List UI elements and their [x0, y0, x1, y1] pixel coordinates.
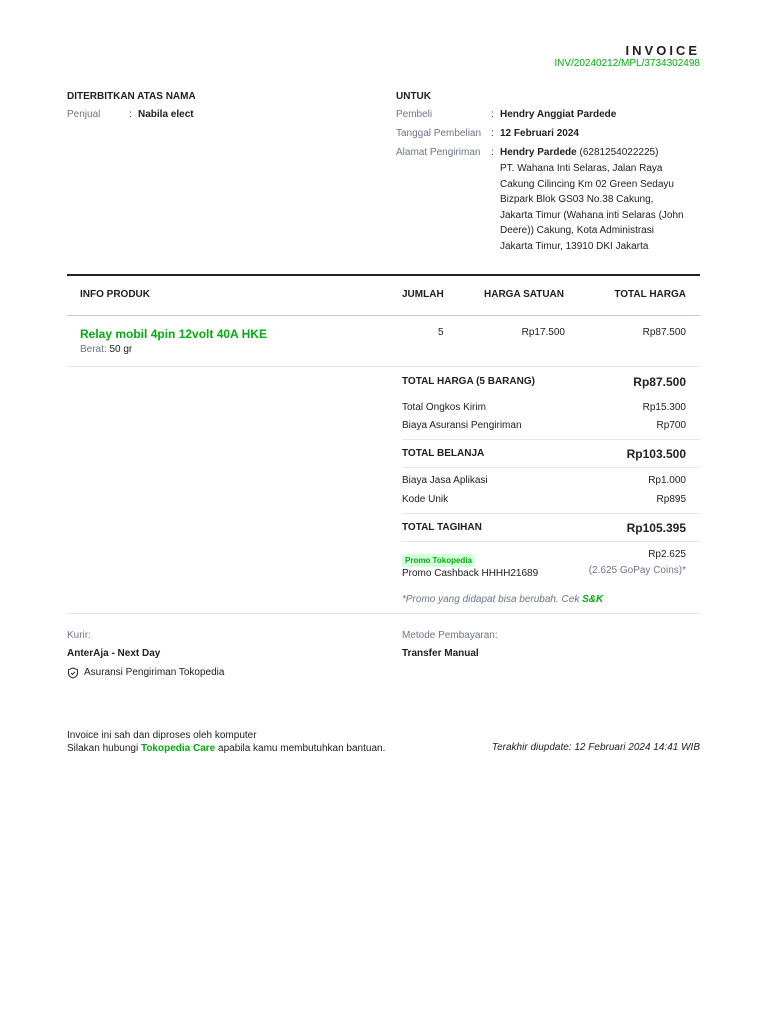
footer-line1: Invoice ini sah dan diproses oleh komputer — [67, 730, 257, 741]
invoice-title: INVOICE — [625, 43, 700, 58]
promo-coins: (2.625 GoPay Coins)* — [588, 565, 686, 576]
shipping-label: Total Ongkos Kirim — [402, 402, 486, 413]
buyer-colon: : — [491, 109, 494, 120]
address-line: Deere)) Cakung, Kota Administrasi — [500, 225, 654, 236]
tokopedia-care-link[interactable]: Tokopedia Care — [140, 743, 216, 754]
purchase-date: 12 Februari 2024 — [500, 128, 579, 139]
buyer-name: Hendry Anggiat Pardede — [500, 109, 617, 120]
total-shopping-value: Rp103.500 — [626, 447, 686, 461]
th-product: INFO PRODUK — [80, 289, 150, 300]
address-line: Jakarta Timur, 13910 DKI Jakarta — [500, 240, 649, 252]
recipient-heading: UNTUK — [396, 91, 431, 102]
promo-badge-wrap — [402, 550, 475, 568]
weight-value: 50 gr — [109, 344, 133, 355]
total-price-value: Rp87.500 — [633, 375, 686, 389]
summary-rule-2 — [402, 467, 700, 468]
buyer-label: Pembeli — [396, 109, 433, 120]
product-weight — [80, 344, 132, 355]
address-phone: (6281254022225) — [579, 147, 659, 158]
total-bill-value: Rp105.395 — [626, 521, 686, 535]
promo-badge: Promo Tokopedia — [402, 554, 475, 567]
address-line: PT. Wahana Inti Selaras, Jalan Raya — [500, 163, 663, 174]
table-item-rule — [67, 366, 700, 367]
address-line: Bizpark Blok GS03 No.38 Cakung, — [500, 194, 654, 205]
th-total: TOTAL HARGA — [614, 289, 686, 300]
product-qty: 5 — [438, 327, 444, 338]
promo-label: Promo Cashback HHHH21689 — [402, 568, 539, 579]
insurance-text: Asuransi Pengiriman Tokopedia — [84, 666, 225, 678]
footer-line2-post: apabila kamu membutuhkan bantuan. — [215, 743, 386, 754]
total-bill-label: TOTAL TAGIHAN — [402, 522, 482, 533]
footer-line2 — [67, 742, 385, 755]
app-fee-value: Rp1.000 — [648, 475, 686, 486]
terms-link[interactable]: S&K — [582, 594, 604, 605]
table-top-rule — [67, 274, 700, 276]
product-total: Rp87.500 — [642, 327, 686, 338]
shipping-value: Rp15.300 — [642, 402, 686, 413]
date-colon: : — [491, 128, 494, 139]
seller-colon: : — [129, 109, 132, 120]
footer-line2-pre: Silakan hubungi — [67, 743, 141, 754]
promo-note-text: *Promo yang didapat bisa berubah. Cek — [402, 594, 583, 605]
unique-code-label: Kode Unik — [402, 494, 449, 505]
total-price-label: TOTAL HARGA (5 BARANG) — [402, 376, 535, 387]
table-header-rule — [67, 315, 700, 316]
address-line: Jakarta Timur (Wahana inti Selaras (John — [500, 209, 684, 221]
summary-rule-1 — [402, 439, 700, 440]
summary-rule-3 — [402, 513, 700, 514]
date-label: Tanggal Pembelian — [396, 128, 482, 139]
address-contact — [500, 147, 658, 158]
seller-name: Nabila elect — [138, 109, 194, 120]
promo-value: Rp2.625 — [648, 549, 686, 560]
address-line: Cakung Cilincing Km 02 Green Sedayu — [500, 178, 674, 190]
promo-note — [402, 594, 603, 605]
invoice-number[interactable]: INV/20240212/MPL/3734302498 — [554, 58, 700, 69]
weight-label: Berat: — [80, 344, 107, 355]
total-shopping-label: TOTAL BELANJA — [402, 448, 485, 459]
app-fee-label: Biaya Jasa Aplikasi — [402, 475, 488, 486]
product-unit-price: Rp17.500 — [521, 327, 565, 338]
payment-label: Metode Pembayaran: — [402, 630, 498, 641]
product-name[interactable]: Relay mobil 4pin 12volt 40A HKE — [80, 327, 267, 341]
issuer-heading: DITERBITKAN ATAS NAMA — [67, 91, 196, 102]
address-label: Alamat Pengiriman — [396, 147, 481, 158]
shield-icon — [67, 666, 79, 678]
th-unit-price: HARGA SATUAN — [484, 289, 564, 300]
th-qty: JUMLAH — [402, 289, 444, 300]
summary-rule-4 — [402, 541, 700, 542]
seller-label: Penjual — [67, 109, 101, 120]
courier-label: Kurir: — [67, 630, 91, 641]
courier-value: AnterAja - Next Day — [67, 648, 161, 659]
summary-bottom-rule — [67, 613, 700, 614]
footer-note — [67, 729, 385, 755]
address-name: Hendry Pardede — [500, 147, 577, 158]
shipping-insurance — [67, 666, 224, 678]
last-updated: Terakhir diupdate: 12 Februari 2024 14:41 WIB — [491, 742, 700, 753]
unique-code-value: Rp895 — [656, 494, 686, 505]
insurance-value: Rp700 — [656, 420, 686, 431]
address-colon: : — [491, 147, 494, 158]
address-block — [500, 161, 700, 254]
insurance-label: Biaya Asuransi Pengiriman — [402, 420, 522, 431]
payment-value: Transfer Manual — [402, 648, 479, 659]
